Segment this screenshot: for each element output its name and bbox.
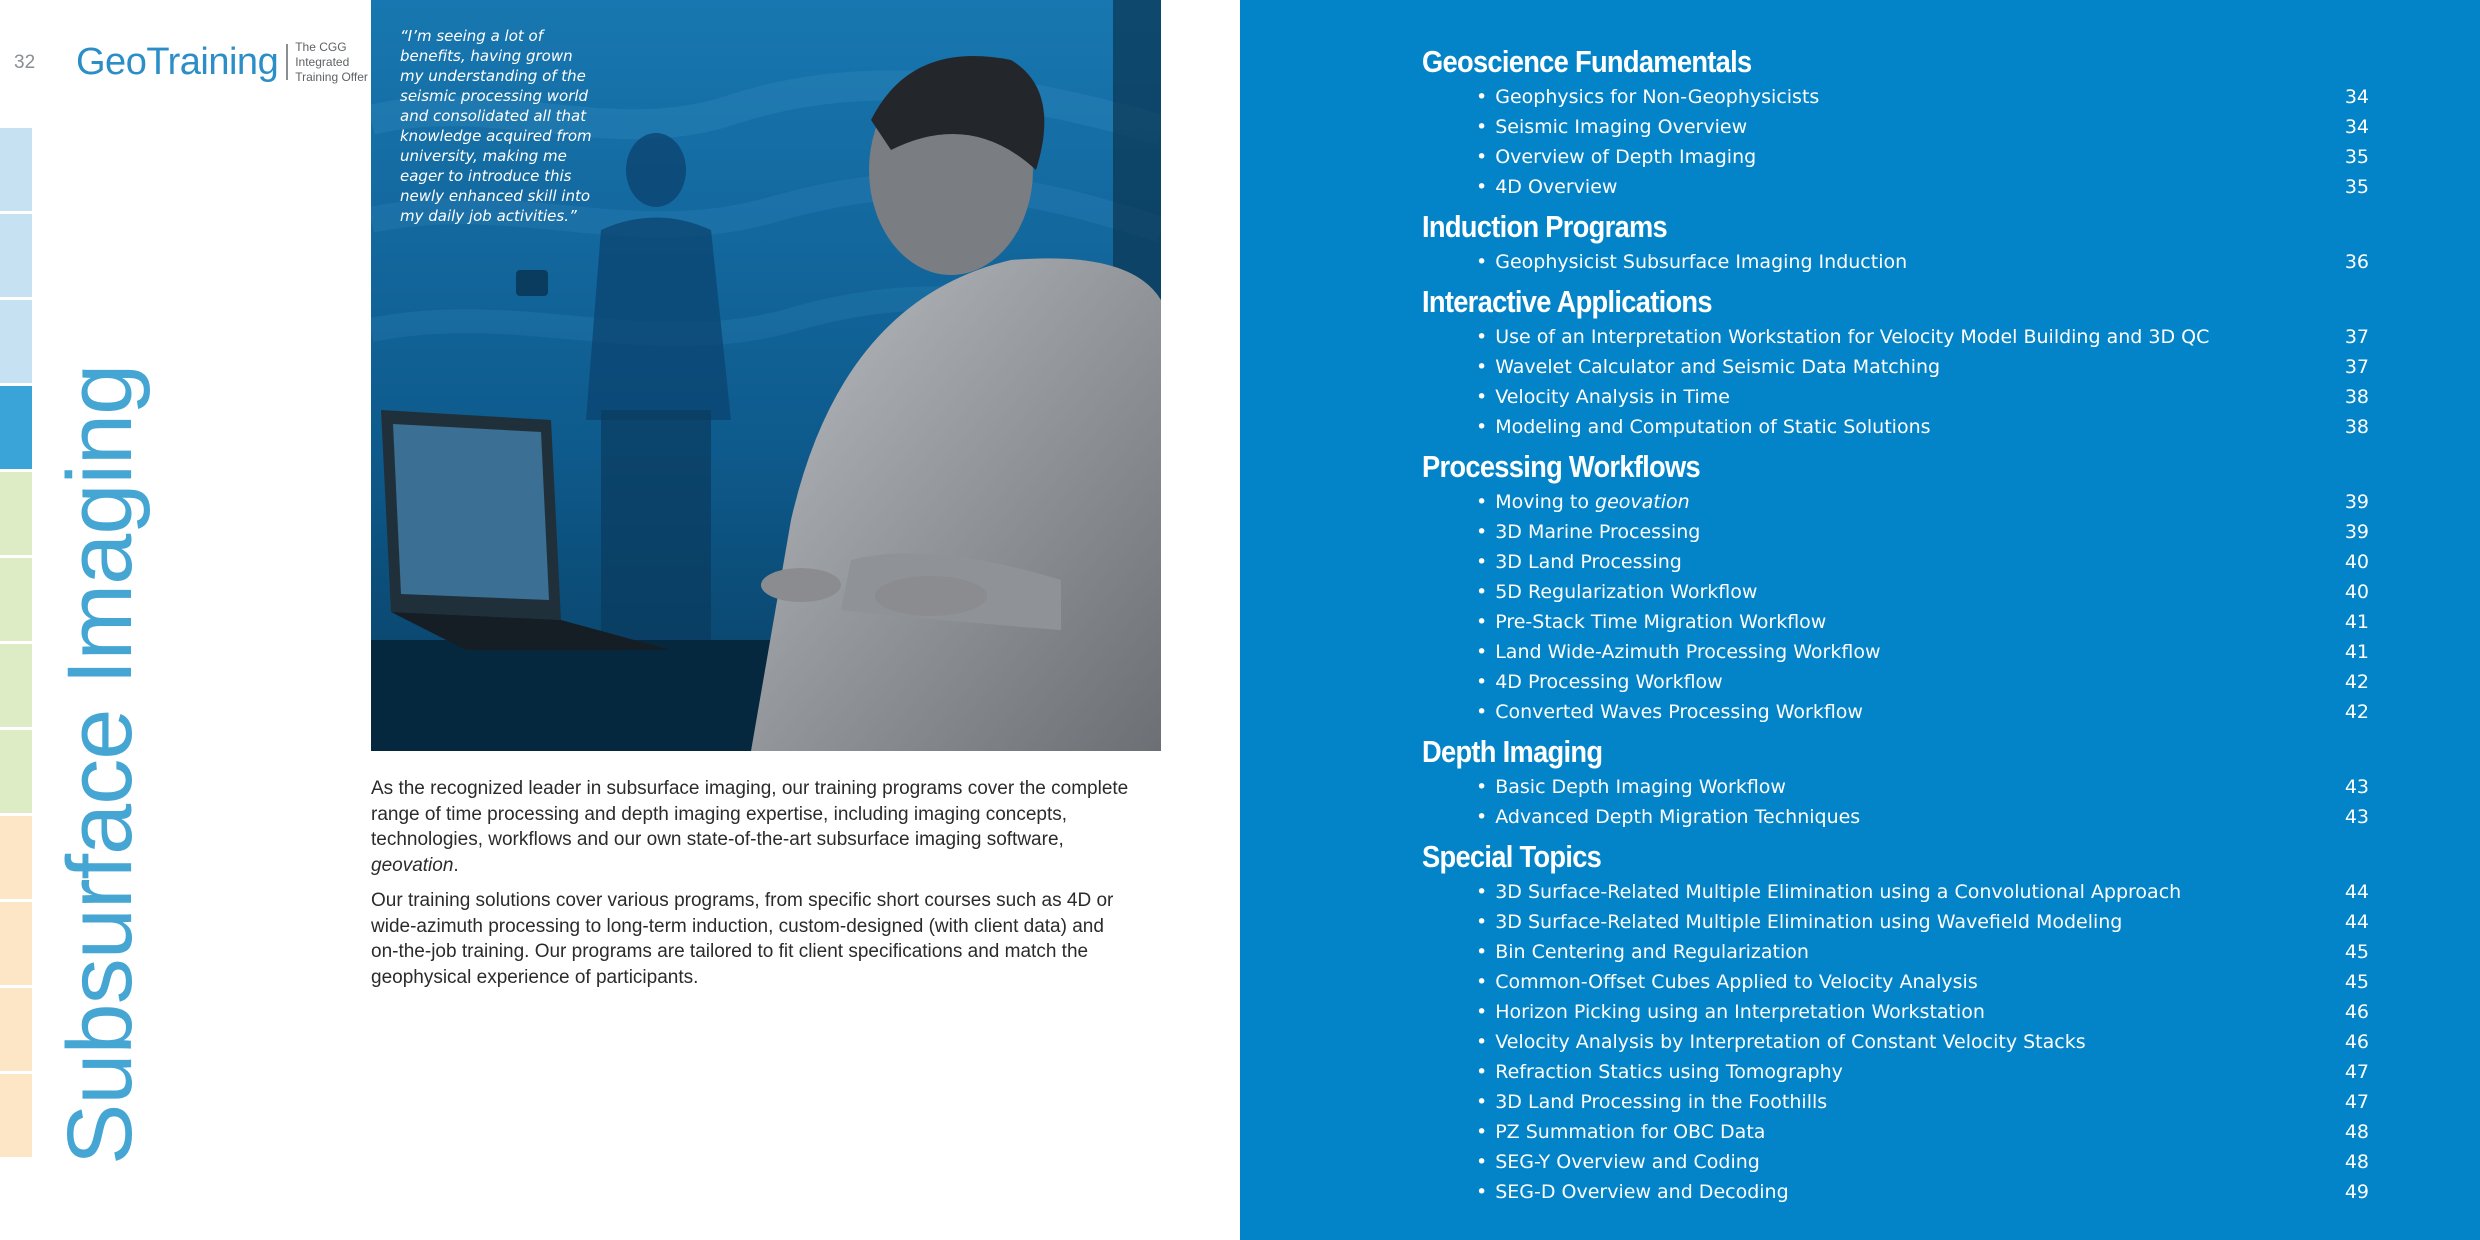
bullet-icon: • bbox=[1476, 356, 1488, 378]
toc-item-label bbox=[1476, 487, 1690, 517]
bullet-icon: • bbox=[1476, 911, 1488, 933]
brand-name: GeoTraining bbox=[76, 40, 279, 83]
toc-item-page-number: 44 bbox=[2344, 881, 2369, 903]
bullet-icon: • bbox=[1476, 116, 1488, 138]
toc-item[interactable] bbox=[1422, 667, 2462, 697]
bullet-icon: • bbox=[1476, 1061, 1488, 1083]
toc-item[interactable] bbox=[1422, 382, 2462, 412]
toc-section bbox=[1422, 42, 2462, 202]
toc-item[interactable] bbox=[1422, 637, 2462, 667]
toc-item-text: Geophysics for Non-Geophysicists bbox=[1495, 86, 1820, 108]
toc-item-text: SEG-Y Overview and Coding bbox=[1495, 1151, 1760, 1173]
toc-item-page-number: 45 bbox=[2344, 941, 2369, 963]
toc-item[interactable] bbox=[1422, 322, 2462, 352]
color-tab-5 bbox=[0, 472, 32, 555]
toc-item-label bbox=[1476, 112, 1747, 142]
intro-paragraph-1-end: . bbox=[453, 854, 459, 876]
brand-logo bbox=[76, 38, 395, 86]
toc-item[interactable] bbox=[1422, 1087, 2462, 1117]
toc-item-label bbox=[1476, 172, 1617, 202]
toc-section bbox=[1422, 727, 2462, 832]
bullet-icon: • bbox=[1476, 881, 1488, 903]
toc-item-page-number: 40 bbox=[2344, 551, 2369, 573]
toc-item-page-number: 46 bbox=[2344, 1001, 2369, 1023]
toc-item[interactable] bbox=[1422, 352, 2462, 382]
toc-item-label bbox=[1476, 907, 2122, 937]
toc-item-text: Seismic Imaging Overview bbox=[1495, 116, 1748, 138]
bullet-icon: • bbox=[1476, 176, 1488, 198]
toc-item-text: 3D Surface-Related Multiple Elimination using Wavefield Modeling bbox=[1495, 911, 2123, 933]
toc-item-page-number: 48 bbox=[2344, 1151, 2369, 1173]
toc-item[interactable] bbox=[1422, 547, 2462, 577]
toc-item-label bbox=[1476, 667, 1723, 697]
toc-item-page-number: 43 bbox=[2344, 806, 2369, 828]
toc-item-label bbox=[1476, 247, 1907, 277]
toc-item-label bbox=[1476, 877, 2181, 907]
bullet-icon: • bbox=[1476, 326, 1488, 348]
toc-item-label bbox=[1476, 802, 1860, 832]
toc-item-text: 4D Processing Workflow bbox=[1495, 671, 1723, 693]
toc-item-text: Velocity Analysis in Time bbox=[1495, 386, 1730, 408]
intro-paragraph-1 bbox=[371, 776, 1131, 878]
toc-item-page-number: 42 bbox=[2344, 671, 2369, 693]
toc-item-text: 3D Surface-Related Multiple Elimination using a Convolutional Approach bbox=[1495, 881, 2182, 903]
toc-item-page-number: 47 bbox=[2344, 1091, 2369, 1113]
bullet-icon: • bbox=[1476, 971, 1488, 993]
toc-item-page-number: 35 bbox=[2344, 146, 2369, 168]
toc-section bbox=[1422, 442, 2462, 727]
toc-item-label bbox=[1476, 967, 1978, 997]
toc-item-text: 3D Marine Processing bbox=[1495, 521, 1701, 543]
bullet-icon: • bbox=[1476, 551, 1488, 573]
toc-item-label bbox=[1476, 82, 1819, 112]
toc-item[interactable] bbox=[1422, 802, 2462, 832]
toc-item-page-number: 38 bbox=[2344, 416, 2369, 438]
toc-item-text: Velocity Analysis by Interpretation of Constant Velocity Stacks bbox=[1495, 1031, 2086, 1053]
toc-item-text: Moving to bbox=[1495, 491, 1596, 513]
toc-item[interactable] bbox=[1422, 412, 2462, 442]
bullet-icon: • bbox=[1476, 1121, 1488, 1143]
color-tab-3 bbox=[0, 300, 32, 383]
page-number: 32 bbox=[14, 52, 36, 73]
toc-item[interactable] bbox=[1422, 487, 2462, 517]
toc-item-text: 3D Land Processing in the Foothills bbox=[1495, 1091, 1828, 1113]
toc-item-label bbox=[1476, 1087, 1827, 1117]
bullet-icon: • bbox=[1476, 611, 1488, 633]
toc-item-page-number: 36 bbox=[2344, 251, 2369, 273]
toc-item-text: 4D Overview bbox=[1495, 176, 1618, 198]
color-tab-11 bbox=[0, 988, 32, 1071]
toc-item-page-number: 37 bbox=[2344, 356, 2369, 378]
toc-item-text: Basic Depth Imaging Workflow bbox=[1495, 776, 1786, 798]
color-tab-9 bbox=[0, 816, 32, 899]
toc-item-label bbox=[1476, 517, 1700, 547]
brand-tagline-line2: Training Offer bbox=[295, 69, 368, 84]
toc-item-text: Modeling and Computation of Static Solutions bbox=[1495, 416, 1931, 438]
right-page-toc bbox=[1240, 0, 2480, 1240]
table-of-contents bbox=[1422, 42, 2462, 1207]
color-tab-10 bbox=[0, 902, 32, 985]
toc-item[interactable] bbox=[1422, 772, 2462, 802]
toc-item-text: Refraction Statics using Tomography bbox=[1495, 1061, 1843, 1083]
color-tab-8 bbox=[0, 730, 32, 813]
bullet-icon: • bbox=[1476, 491, 1488, 513]
toc-item[interactable] bbox=[1422, 967, 2462, 997]
brand-tagline-line1: The CGG Integrated bbox=[295, 39, 350, 69]
toc-item-italic: geovation bbox=[1595, 491, 1690, 513]
intro-paragraph-1-text: As the recognized leader in subsurface imaging, our training programs cover the complete range of time processing and depth imaging expertise, including imaging concepts, technologies, workflows and our own state-of-the-art subsurface imaging software, bbox=[371, 778, 1129, 850]
toc-item-text: Wavelet Calculator and Seismic Data Matching bbox=[1495, 356, 1941, 378]
toc-item-label bbox=[1476, 607, 1826, 637]
toc-item-text: Horizon Picking using an Interpretation Workstation bbox=[1495, 1001, 1985, 1023]
toc-item-label bbox=[1476, 937, 1809, 967]
toc-item-page-number: 39 bbox=[2344, 521, 2369, 543]
toc-section-heading: Induction Programs bbox=[1422, 209, 1667, 244]
toc-item-label bbox=[1476, 772, 1786, 802]
toc-item-text: Advanced Depth Migration Techniques bbox=[1495, 806, 1861, 828]
toc-item-label bbox=[1476, 352, 1940, 382]
toc-item-label bbox=[1476, 577, 1757, 607]
bullet-icon: • bbox=[1476, 641, 1488, 663]
toc-item-page-number: 35 bbox=[2344, 176, 2369, 198]
bullet-icon: • bbox=[1476, 1031, 1488, 1053]
toc-item[interactable] bbox=[1422, 877, 2462, 907]
toc-item-label bbox=[1476, 1177, 1789, 1207]
toc-item-label bbox=[1476, 1117, 1765, 1147]
toc-item-page-number: 40 bbox=[2344, 581, 2369, 603]
toc-item-page-number: 43 bbox=[2344, 776, 2369, 798]
bullet-icon: • bbox=[1476, 521, 1488, 543]
bullet-icon: • bbox=[1476, 251, 1488, 273]
toc-item-text: Use of an Interpretation Workstation for Velocity Model Building and 3D QC bbox=[1495, 326, 2210, 348]
toc-item[interactable] bbox=[1422, 82, 2462, 112]
toc-item[interactable] bbox=[1422, 112, 2462, 142]
toc-section-heading: Processing Workflows bbox=[1422, 449, 1700, 484]
bullet-icon: • bbox=[1476, 146, 1488, 168]
toc-item[interactable] bbox=[1422, 1117, 2462, 1147]
toc-item[interactable] bbox=[1422, 997, 2462, 1027]
toc-section-heading: Special Topics bbox=[1422, 839, 1602, 874]
toc-item[interactable] bbox=[1422, 607, 2462, 637]
toc-item-label bbox=[1476, 382, 1730, 412]
toc-section-heading: Interactive Applications bbox=[1422, 284, 1712, 319]
toc-item[interactable] bbox=[1422, 1057, 2462, 1087]
intro-paragraph-1-italic: geovation bbox=[371, 854, 454, 876]
toc-item[interactable] bbox=[1422, 577, 2462, 607]
toc-item-text: 5D Regularization Workflow bbox=[1495, 581, 1758, 603]
toc-section bbox=[1422, 832, 2462, 1207]
toc-item-page-number: 34 bbox=[2344, 86, 2369, 108]
toc-item-text: Bin Centering and Regularization bbox=[1495, 941, 1809, 963]
toc-item-text: Common-Offset Cubes Applied to Velocity Analysis bbox=[1495, 971, 1978, 993]
bullet-icon: • bbox=[1476, 806, 1488, 828]
toc-item-page-number: 34 bbox=[2344, 116, 2369, 138]
toc-item-page-number: 39 bbox=[2344, 491, 2369, 513]
toc-item-label bbox=[1476, 637, 1881, 667]
toc-item-label bbox=[1476, 412, 1931, 442]
toc-item[interactable] bbox=[1422, 247, 2462, 277]
bullet-icon: • bbox=[1476, 776, 1488, 798]
intro-paragraph-2: Our training solutions cover various programs, from specific short courses such as 4D or wide-azimuth processing to long-term induction, custom-designed (with client data) and on-the-job training. Our programs are tailored to fit client specifications and match the geophysical experience of participants. bbox=[371, 890, 1114, 988]
bullet-icon: • bbox=[1476, 941, 1488, 963]
color-tab-12 bbox=[0, 1074, 32, 1157]
toc-item[interactable] bbox=[1422, 697, 2462, 727]
bullet-icon: • bbox=[1476, 581, 1488, 603]
toc-item-text: PZ Summation for OBC Data bbox=[1495, 1121, 1766, 1143]
toc-item-label bbox=[1476, 142, 1756, 172]
toc-item[interactable] bbox=[1422, 1177, 2462, 1207]
toc-item-text: Converted Waves Processing Workflow bbox=[1495, 701, 1863, 723]
color-tab-2 bbox=[0, 214, 32, 297]
toc-item-page-number: 41 bbox=[2344, 611, 2369, 633]
toc-item[interactable] bbox=[1422, 907, 2462, 937]
toc-section-heading: Depth Imaging bbox=[1422, 734, 1603, 769]
color-tab-6 bbox=[0, 558, 32, 641]
toc-item[interactable] bbox=[1422, 517, 2462, 547]
toc-item-text: Overview of Depth Imaging bbox=[1495, 146, 1757, 168]
toc-item[interactable] bbox=[1422, 172, 2462, 202]
bullet-icon: • bbox=[1476, 1181, 1488, 1203]
toc-item-label bbox=[1476, 1147, 1760, 1177]
toc-item-page-number: 48 bbox=[2344, 1121, 2369, 1143]
toc-item-page-number: 38 bbox=[2344, 386, 2369, 408]
section-color-tabs bbox=[0, 128, 32, 1160]
color-tab-4 bbox=[0, 386, 32, 469]
toc-section-heading: Geoscience Fundamentals bbox=[1422, 44, 1752, 79]
toc-item-page-number: 45 bbox=[2344, 971, 2369, 993]
toc-section bbox=[1422, 277, 2462, 442]
toc-item[interactable] bbox=[1422, 1027, 2462, 1057]
toc-item-text: Geophysicist Subsurface Imaging Induction bbox=[1495, 251, 1908, 273]
bullet-icon: • bbox=[1476, 1151, 1488, 1173]
bullet-icon: • bbox=[1476, 1091, 1488, 1113]
vertical-section-title: Subsurface Imaging bbox=[49, 364, 151, 1165]
toc-item-label bbox=[1476, 1057, 1843, 1087]
bullet-icon: • bbox=[1476, 416, 1488, 438]
toc-item-page-number: 49 bbox=[2344, 1181, 2369, 1203]
toc-item[interactable] bbox=[1422, 142, 2462, 172]
bullet-icon: • bbox=[1476, 1001, 1488, 1023]
toc-item[interactable] bbox=[1422, 1147, 2462, 1177]
bullet-icon: • bbox=[1476, 701, 1488, 723]
toc-item-page-number: 47 bbox=[2344, 1061, 2369, 1083]
brand-divider bbox=[286, 44, 288, 80]
testimonial-quote: “I’m seeing a lot of benefits, having grown my understanding of the seismic processing world and consolidated all that knowledge acquired from university, making me eager to introduce this newly enhanced skill into my daily job activities.” bbox=[400, 27, 592, 225]
color-tab-1 bbox=[0, 128, 32, 211]
toc-item-label bbox=[1476, 322, 2209, 352]
toc-item-label bbox=[1476, 997, 1985, 1027]
toc-item-label bbox=[1476, 1027, 2086, 1057]
toc-item-text: Pre-Stack Time Migration Workflow bbox=[1495, 611, 1827, 633]
toc-item-label bbox=[1476, 547, 1682, 577]
toc-item-page-number: 44 bbox=[2344, 911, 2369, 933]
toc-item-text: SEG-D Overview and Decoding bbox=[1495, 1181, 1789, 1203]
toc-item-page-number: 37 bbox=[2344, 326, 2369, 348]
toc-item-page-number: 41 bbox=[2344, 641, 2369, 663]
toc-item[interactable] bbox=[1422, 937, 2462, 967]
bullet-icon: • bbox=[1476, 86, 1488, 108]
toc-section bbox=[1422, 202, 2462, 277]
toc-item-text: 3D Land Processing bbox=[1495, 551, 1682, 573]
toc-item-text: Land Wide-Azimuth Processing Workflow bbox=[1495, 641, 1881, 663]
toc-item-page-number: 46 bbox=[2344, 1031, 2369, 1053]
toc-item-page-number: 42 bbox=[2344, 701, 2369, 723]
color-tab-7 bbox=[0, 644, 32, 727]
bullet-icon: • bbox=[1476, 671, 1488, 693]
bullet-icon: • bbox=[1476, 386, 1488, 408]
toc-item-label bbox=[1476, 697, 1863, 727]
